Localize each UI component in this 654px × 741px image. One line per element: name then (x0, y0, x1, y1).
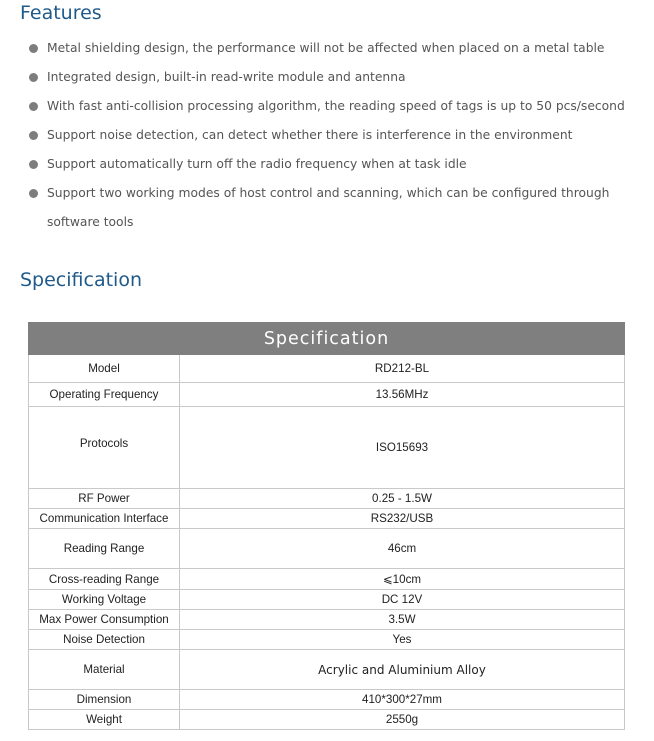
table-row (29, 407, 625, 489)
spec-value: 3.5W (180, 610, 625, 630)
feature-text: Support noise detection, can detect whether there is interference in the environment (47, 128, 573, 142)
bullet-icon (29, 160, 38, 169)
spec-label: Weight (29, 710, 180, 730)
spec-label: Model (29, 355, 180, 383)
spec-label: Material (29, 650, 180, 690)
feature-item (27, 92, 627, 121)
spec-value: RD212-BL (180, 355, 625, 383)
table-row (29, 489, 625, 509)
table-row (29, 630, 625, 650)
spec-label: Cross-reading Range (29, 569, 180, 590)
table-row (29, 509, 625, 529)
spec-label: Reading Range (29, 529, 180, 569)
feature-text: Support two working modes of host control and scanning, which can be configured through software tools (47, 186, 610, 229)
table-header-row (29, 323, 625, 355)
table-row (29, 690, 625, 710)
bullet-icon (29, 73, 38, 82)
spec-value: Acrylic and Aluminium Alloy (180, 650, 625, 690)
spec-value: RS232/USB (180, 509, 625, 529)
features-list (27, 34, 627, 237)
bullet-icon (29, 44, 38, 53)
table-row (29, 529, 625, 569)
bullet-icon (29, 189, 38, 198)
feature-text: Metal shielding design, the performance will not be affected when placed on a metal table (47, 41, 605, 55)
spec-label: Max Power Consumption (29, 610, 180, 630)
specification-heading: Specification (20, 269, 142, 291)
spec-value: 0.25 - 1.5W (180, 489, 625, 509)
feature-item (27, 63, 627, 92)
table-row (29, 590, 625, 610)
table-header: Specification (29, 323, 625, 355)
spec-label: Noise Detection (29, 630, 180, 650)
spec-label: Dimension (29, 690, 180, 710)
bullet-icon (29, 131, 38, 140)
spec-value: DC 12V (180, 590, 625, 610)
spec-value: 410*300*27mm (180, 690, 625, 710)
feature-item (27, 121, 627, 150)
spec-value: 46cm (180, 529, 625, 569)
table-row (29, 383, 625, 407)
feature-item (27, 150, 627, 179)
spec-value: 2550g (180, 710, 625, 730)
feature-item (27, 179, 627, 237)
spec-label: Communication Interface (29, 509, 180, 529)
table-row (29, 650, 625, 690)
spec-value: Yes (180, 630, 625, 650)
features-heading: Features (20, 2, 102, 24)
spec-value: 13.56MHz (180, 383, 625, 407)
table-row (29, 355, 625, 383)
spec-value: ISO15693 (180, 407, 625, 489)
table-row (29, 610, 625, 630)
spec-value: ⩽10cm (180, 569, 625, 590)
feature-text: With fast anti-collision processing algorithm, the reading speed of tags is up to 50 pcs/second (47, 99, 625, 113)
feature-text: Integrated design, built-in read-write module and antenna (47, 70, 406, 84)
table-row (29, 569, 625, 590)
feature-item (27, 34, 627, 63)
feature-text: Support automatically turn off the radio frequency when at task idle (47, 157, 467, 171)
specification-table (28, 322, 625, 730)
table-row (29, 710, 625, 730)
spec-label: Working Voltage (29, 590, 180, 610)
bullet-icon (29, 102, 38, 111)
spec-label: RF Power (29, 489, 180, 509)
spec-label: Operating Frequency (29, 383, 180, 407)
spec-label: Protocols (29, 407, 180, 489)
